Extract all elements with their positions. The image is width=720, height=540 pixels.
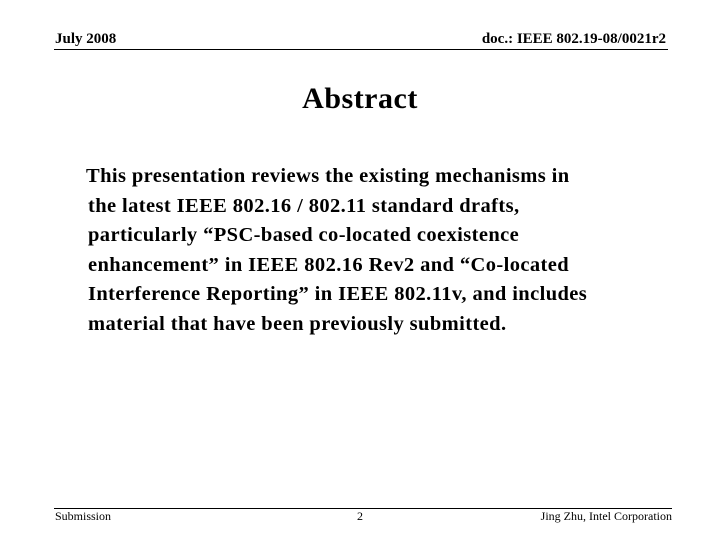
- abstract-line: the latest IEEE 802.16 / 802.11 standard drafts,: [88, 194, 520, 217]
- abstract-line: enhancement” in IEEE 802.16 Rev2 and “Co-located: [88, 253, 570, 276]
- abstract-line: Interference Reporting” in IEEE 802.11v, and includes: [88, 283, 588, 305]
- slide-title: Abstract: [302, 82, 418, 115]
- footer-author: Jing Zhu, Intel Corporation: [540, 509, 672, 523]
- header-divider: [54, 49, 668, 50]
- header-doc-id: doc.: IEEE 802.19-08/0021r2: [481, 31, 666, 47]
- abstract-line: material that have been previously submitted.: [88, 312, 507, 335]
- footer-submission: Submission: [55, 509, 112, 523]
- header-date: July 2008: [55, 31, 117, 47]
- footer-page-number: 2: [357, 509, 363, 523]
- abstract-line: This presentation reviews the existing mechanisms in: [86, 165, 570, 187]
- abstract-body: [88, 162, 668, 339]
- abstract-line: particularly “PSC-based co-located coexistence: [88, 224, 520, 246]
